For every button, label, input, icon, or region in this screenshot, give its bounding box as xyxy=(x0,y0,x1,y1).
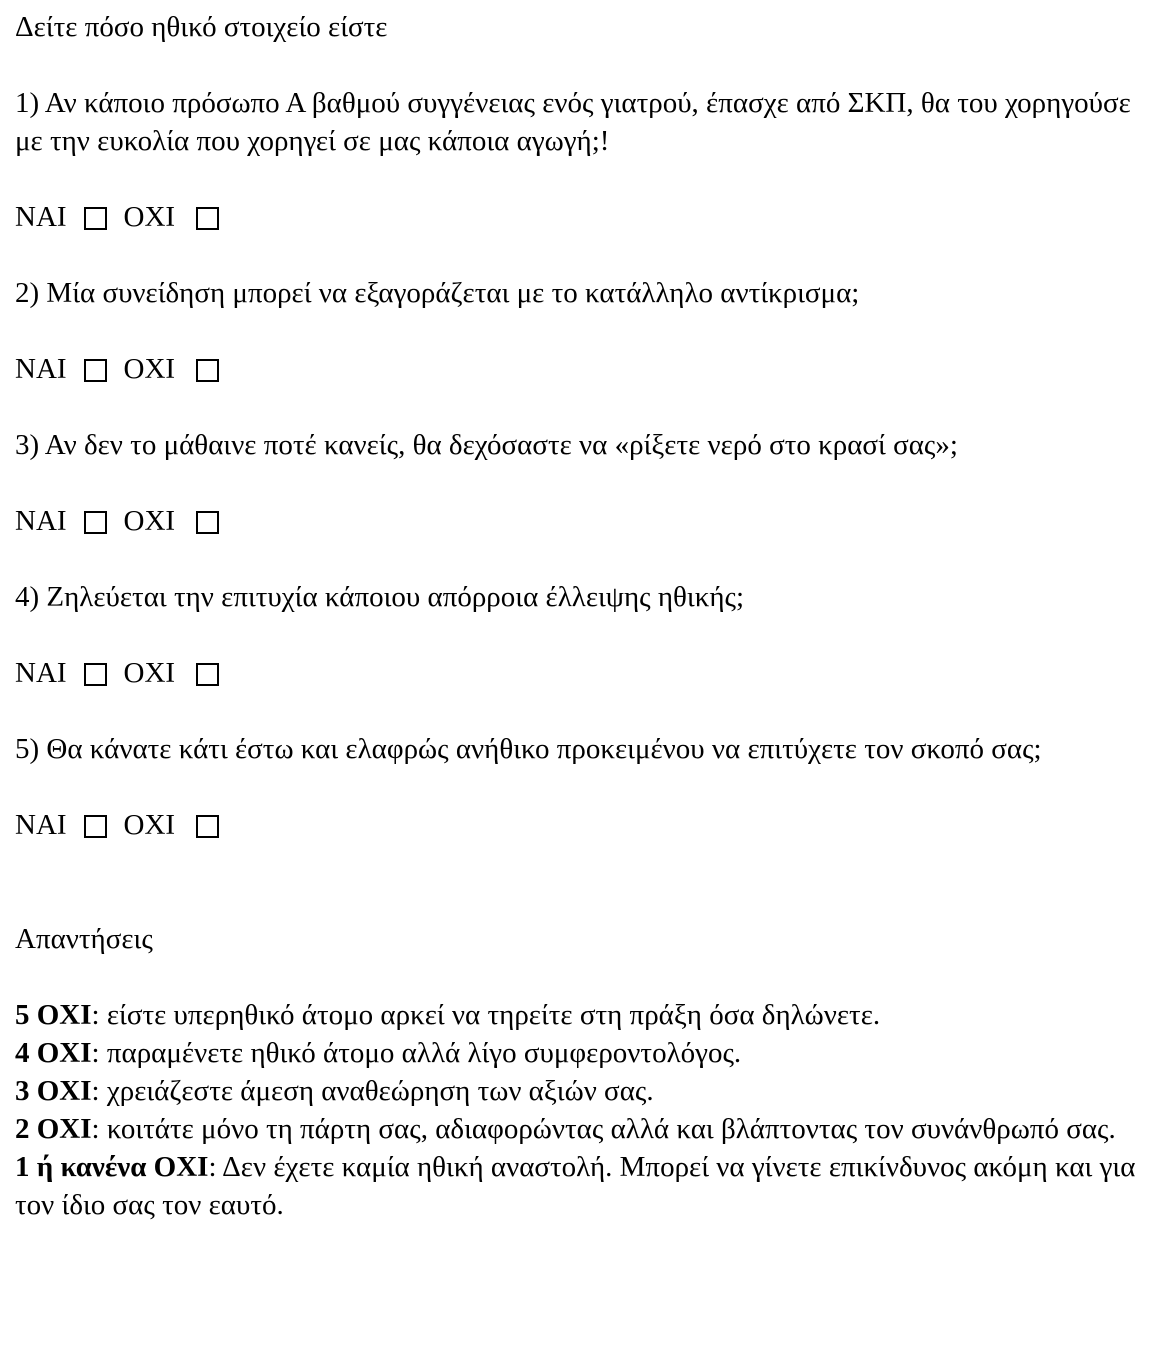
result-5-no xyxy=(15,996,1155,1034)
question-4: 4) Ζηλεύεται την επιτυχία κάποιου απόρροια έλλειψης ηθικής; xyxy=(15,581,745,613)
result-1-or-none-no xyxy=(15,1148,1155,1224)
result-score: 2 ΟΧΙ xyxy=(15,1113,92,1145)
yes-label: ΝΑΙ xyxy=(15,353,67,385)
answer-row-2 xyxy=(15,350,1155,388)
result-score: 1 ή κανένα ΟΧΙ xyxy=(15,1151,209,1183)
result-3-no xyxy=(15,1072,1155,1110)
result-text: : χρειάζεστε άμεση αναθεώρηση των αξιών σας. xyxy=(91,1075,654,1107)
result-4-no xyxy=(15,1034,1155,1072)
yes-label: ΝΑΙ xyxy=(15,505,67,537)
q4-yes-checkbox[interactable] xyxy=(84,663,107,686)
result-text: : κοιτάτε μόνο τη πάρτη σας, αδιαφορώντας αλλά και βλάπτοντας τον συνάνθρωπό σας. xyxy=(91,1113,1116,1145)
q1-yes-checkbox[interactable] xyxy=(84,207,107,230)
q3-yes-checkbox[interactable] xyxy=(84,511,107,534)
result-score: 4 ΟΧΙ xyxy=(15,1037,92,1069)
question-5: 5) Θα κάνατε κάτι έστω και ελαφρώς ανήθικο προκειμένου να επιτύχετε τον σκοπό σας; xyxy=(15,733,1042,765)
quiz-title: Δείτε πόσο ηθικό στοιχείο είστε xyxy=(15,11,388,43)
answer-row-1 xyxy=(15,198,1155,236)
result-text: : Δεν έχετε καμία ηθική αναστολή. Μπορεί να γίνετε επικίνδυνος ακόμη και για τον ίδιο σας τον εαυτό. xyxy=(15,1151,1136,1221)
q2-yes-checkbox[interactable] xyxy=(84,359,107,382)
q5-yes-checkbox[interactable] xyxy=(84,815,107,838)
result-score: 5 ΟΧΙ xyxy=(15,999,92,1031)
q4-no-checkbox[interactable] xyxy=(196,663,219,686)
result-score: 3 ΟΧΙ xyxy=(15,1075,92,1107)
yes-label: ΝΑΙ xyxy=(15,809,67,841)
result-text: : παραμένετε ηθικό άτομο αλλά λίγο συμφεροντολόγος. xyxy=(91,1037,742,1069)
answers-heading: Απαντήσεις xyxy=(15,923,153,955)
result-2-no xyxy=(15,1110,1155,1148)
answer-row-3 xyxy=(15,502,1155,540)
no-label: ΟΧΙ xyxy=(123,201,176,233)
no-label: ΟΧΙ xyxy=(123,353,176,385)
no-label: ΟΧΙ xyxy=(123,657,176,689)
no-label: ΟΧΙ xyxy=(123,809,176,841)
yes-label: ΝΑΙ xyxy=(15,201,67,233)
no-label: ΟΧΙ xyxy=(123,505,176,537)
document xyxy=(15,8,1155,1224)
q1-no-checkbox[interactable] xyxy=(196,207,219,230)
answer-row-5 xyxy=(15,806,1155,844)
q5-no-checkbox[interactable] xyxy=(196,815,219,838)
answer-row-4 xyxy=(15,654,1155,692)
q2-no-checkbox[interactable] xyxy=(196,359,219,382)
question-3: 3) Αν δεν το μάθαινε ποτέ κανείς, θα δεχόσαστε να «ρίξετε νερό στο κρασί σας»; xyxy=(15,429,958,461)
q3-no-checkbox[interactable] xyxy=(196,511,219,534)
question-1: 1) Αν κάποιο πρόσωπο Α βαθμού συγγένειας ενός γιατρού, έπασχε από ΣΚΠ, θα του χορηγούσε με την ευκολία που χορηγεί σε μας κάποια αγωγή;! xyxy=(15,87,1131,157)
question-2: 2) Μία συνείδηση μπορεί να εξαγοράζεται με το κατάλληλο αντίκρισμα; xyxy=(15,277,860,309)
yes-label: ΝΑΙ xyxy=(15,657,67,689)
result-text: : είστε υπερηθικό άτομο αρκεί να τηρείτε στη πράξη όσα δηλώνετε. xyxy=(91,999,881,1031)
